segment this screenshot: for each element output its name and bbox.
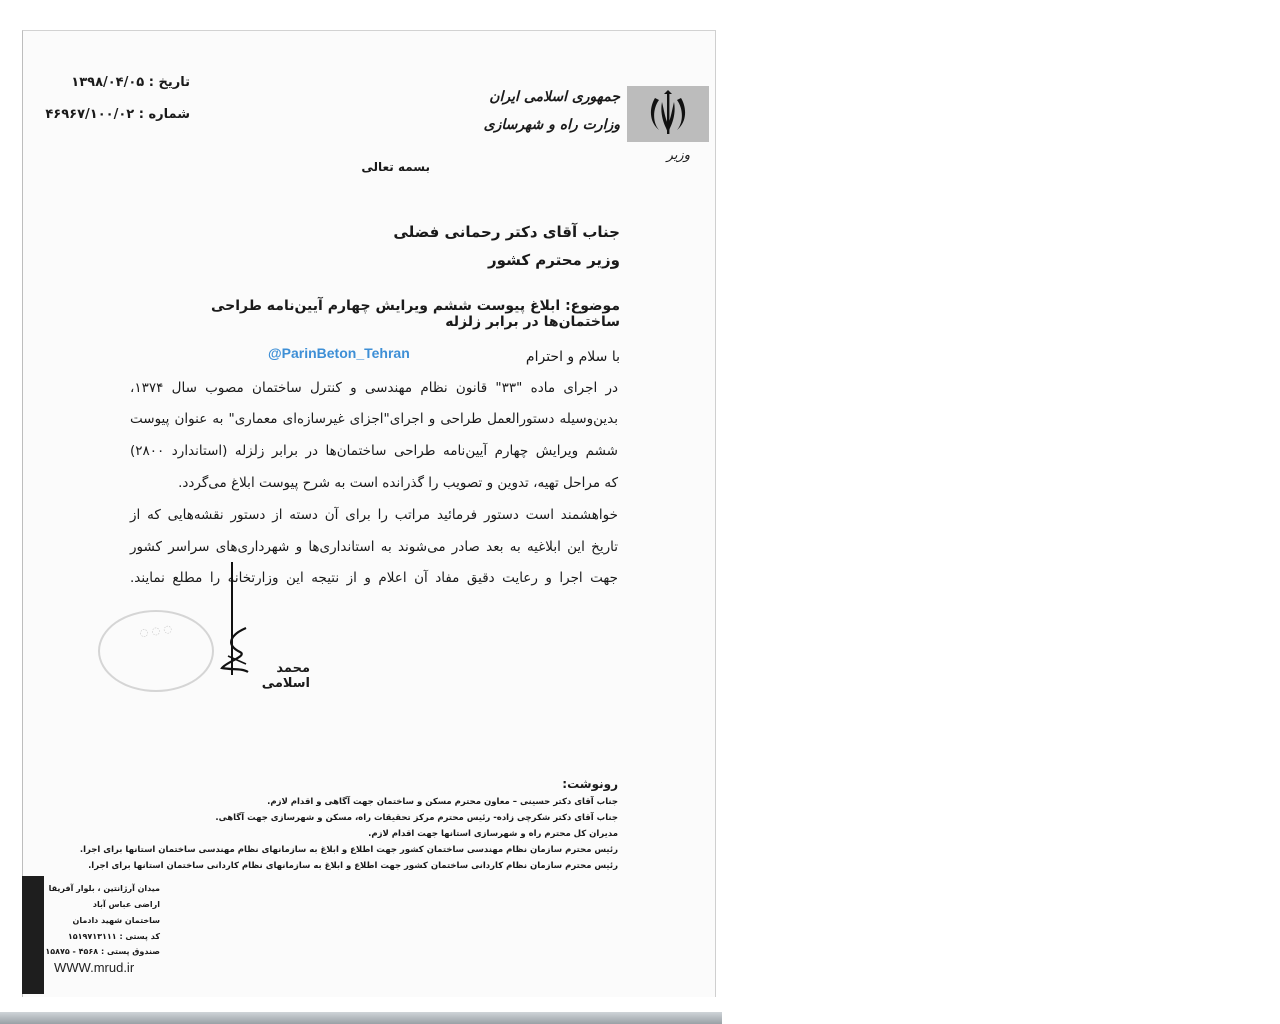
official-stamp: ◌ ◌ ◌ (98, 610, 214, 692)
footer-website: WWW.mrud.ir (54, 960, 135, 975)
minister-office-label: وزیر (666, 148, 690, 163)
cc-line: رئیس محترم سازمان نظام کاردانی ساختمان کشور جهت اطلاع و ابلاغ به سازمانهای نظام کاردانی ساختمان استانها برای اجرا. (88, 861, 618, 871)
cc-line: مدیران کل محترم راه و شهرسازی استانها جهت اقدام لازم. (368, 829, 618, 839)
addressee-title: وزیر محترم کشور (488, 251, 620, 269)
footer-bar (22, 876, 44, 994)
body-line: بدین‌وسیله دستورالعمل طراحی و اجرای"اجزای غیرسازه‌ای معماری" به عنوان پیوست (130, 411, 618, 427)
cc-line: رئیس محترم سازمان نظام مهندسی ساختمان کشور جهت اطلاع و ابلاغ به سازمانهای نظام مهندسی ساختمان استانها برای اجرا. (79, 845, 618, 855)
channel-watermark: @ParinBeton_Tehran (268, 345, 410, 361)
letter-date: تاریخ : ۱۳۹۸/۰۴/۰۵ (71, 75, 190, 90)
addressee-name: جناب آقای دکتر رحمانی فضلی (393, 223, 620, 241)
cc-title: رونوشت: (562, 777, 618, 791)
footer-address: ساختمان شهید دادمان (72, 916, 160, 925)
greeting: با سلام و احترام (525, 349, 620, 365)
invocation: بسمه تعالی (361, 160, 430, 174)
cc-line: جناب آقای دکتر شکرچی زاده- رئیس محترم مرکز تحقیقات راه، مسکن و شهرسازی جهت آگاهی. (215, 813, 618, 823)
body-line: خواهشمند است دستور فرمائید مراتب را برای آن دسته از دستور نقشه‌هایی که از (130, 507, 618, 523)
letter-number: شماره : ۴۶۹۶۷/۱۰۰/۰۲ (45, 107, 190, 122)
iran-emblem-icon (627, 86, 709, 142)
body-line: تاریخ این ابلاغیه به بعد صادر می‌شوند به استانداری‌ها و شهرداری‌های سراسر کشور (130, 539, 618, 555)
footer-po-box: صندوق پستی : ۴۵۶۸ - ۱۵۸۷۵ (45, 947, 160, 956)
letter-subject: موضوع: ابلاغ پیوست ششم ویرایش چهارم آیین‌نامه طراحی ساختمان‌ها در برابر زلزله (210, 298, 620, 330)
body-line: در اجرای ماده "۳۳" قانون نظام مهندسی و کنترل ساختمان مصوب سال ۱۳۷۴، (130, 380, 619, 396)
scan-edge (0, 1012, 722, 1024)
body-line: که مراحل تهیه، تدوین و تصویب را گذرانده است به شرح پیوست ابلاغ می‌گردد. (178, 475, 618, 491)
signer-name: محمد اسلامی (261, 661, 310, 691)
footer-address: میدان آرژانتین ، بلوار آفریقا (48, 884, 160, 893)
body-line: جهت اجرا و رعایت دقیق مفاد آن اعلام و از نتیجه این وزارتخانه را مطلع نمایند. (130, 570, 618, 586)
ministry-title: وزارت راه و شهرسازی (483, 117, 620, 133)
footer-postal-code: کد پستی : ۱۵۱۹۷۱۳۱۱۱ (67, 932, 160, 941)
cc-line: جناب آقای دکتر حسینی – معاون محترم مسکن و ساختمان جهت آگاهی و اقدام لازم. (267, 797, 618, 807)
government-title: جمهوری اسلامی ایران (489, 89, 620, 105)
body-line: ششم ویرایش چهارم آیین‌نامه طراحی ساختمان‌ها در برابر زلزله (استاندارد ۲۸۰۰) (130, 443, 618, 459)
footer-address: اراضی عباس آباد (92, 900, 160, 909)
